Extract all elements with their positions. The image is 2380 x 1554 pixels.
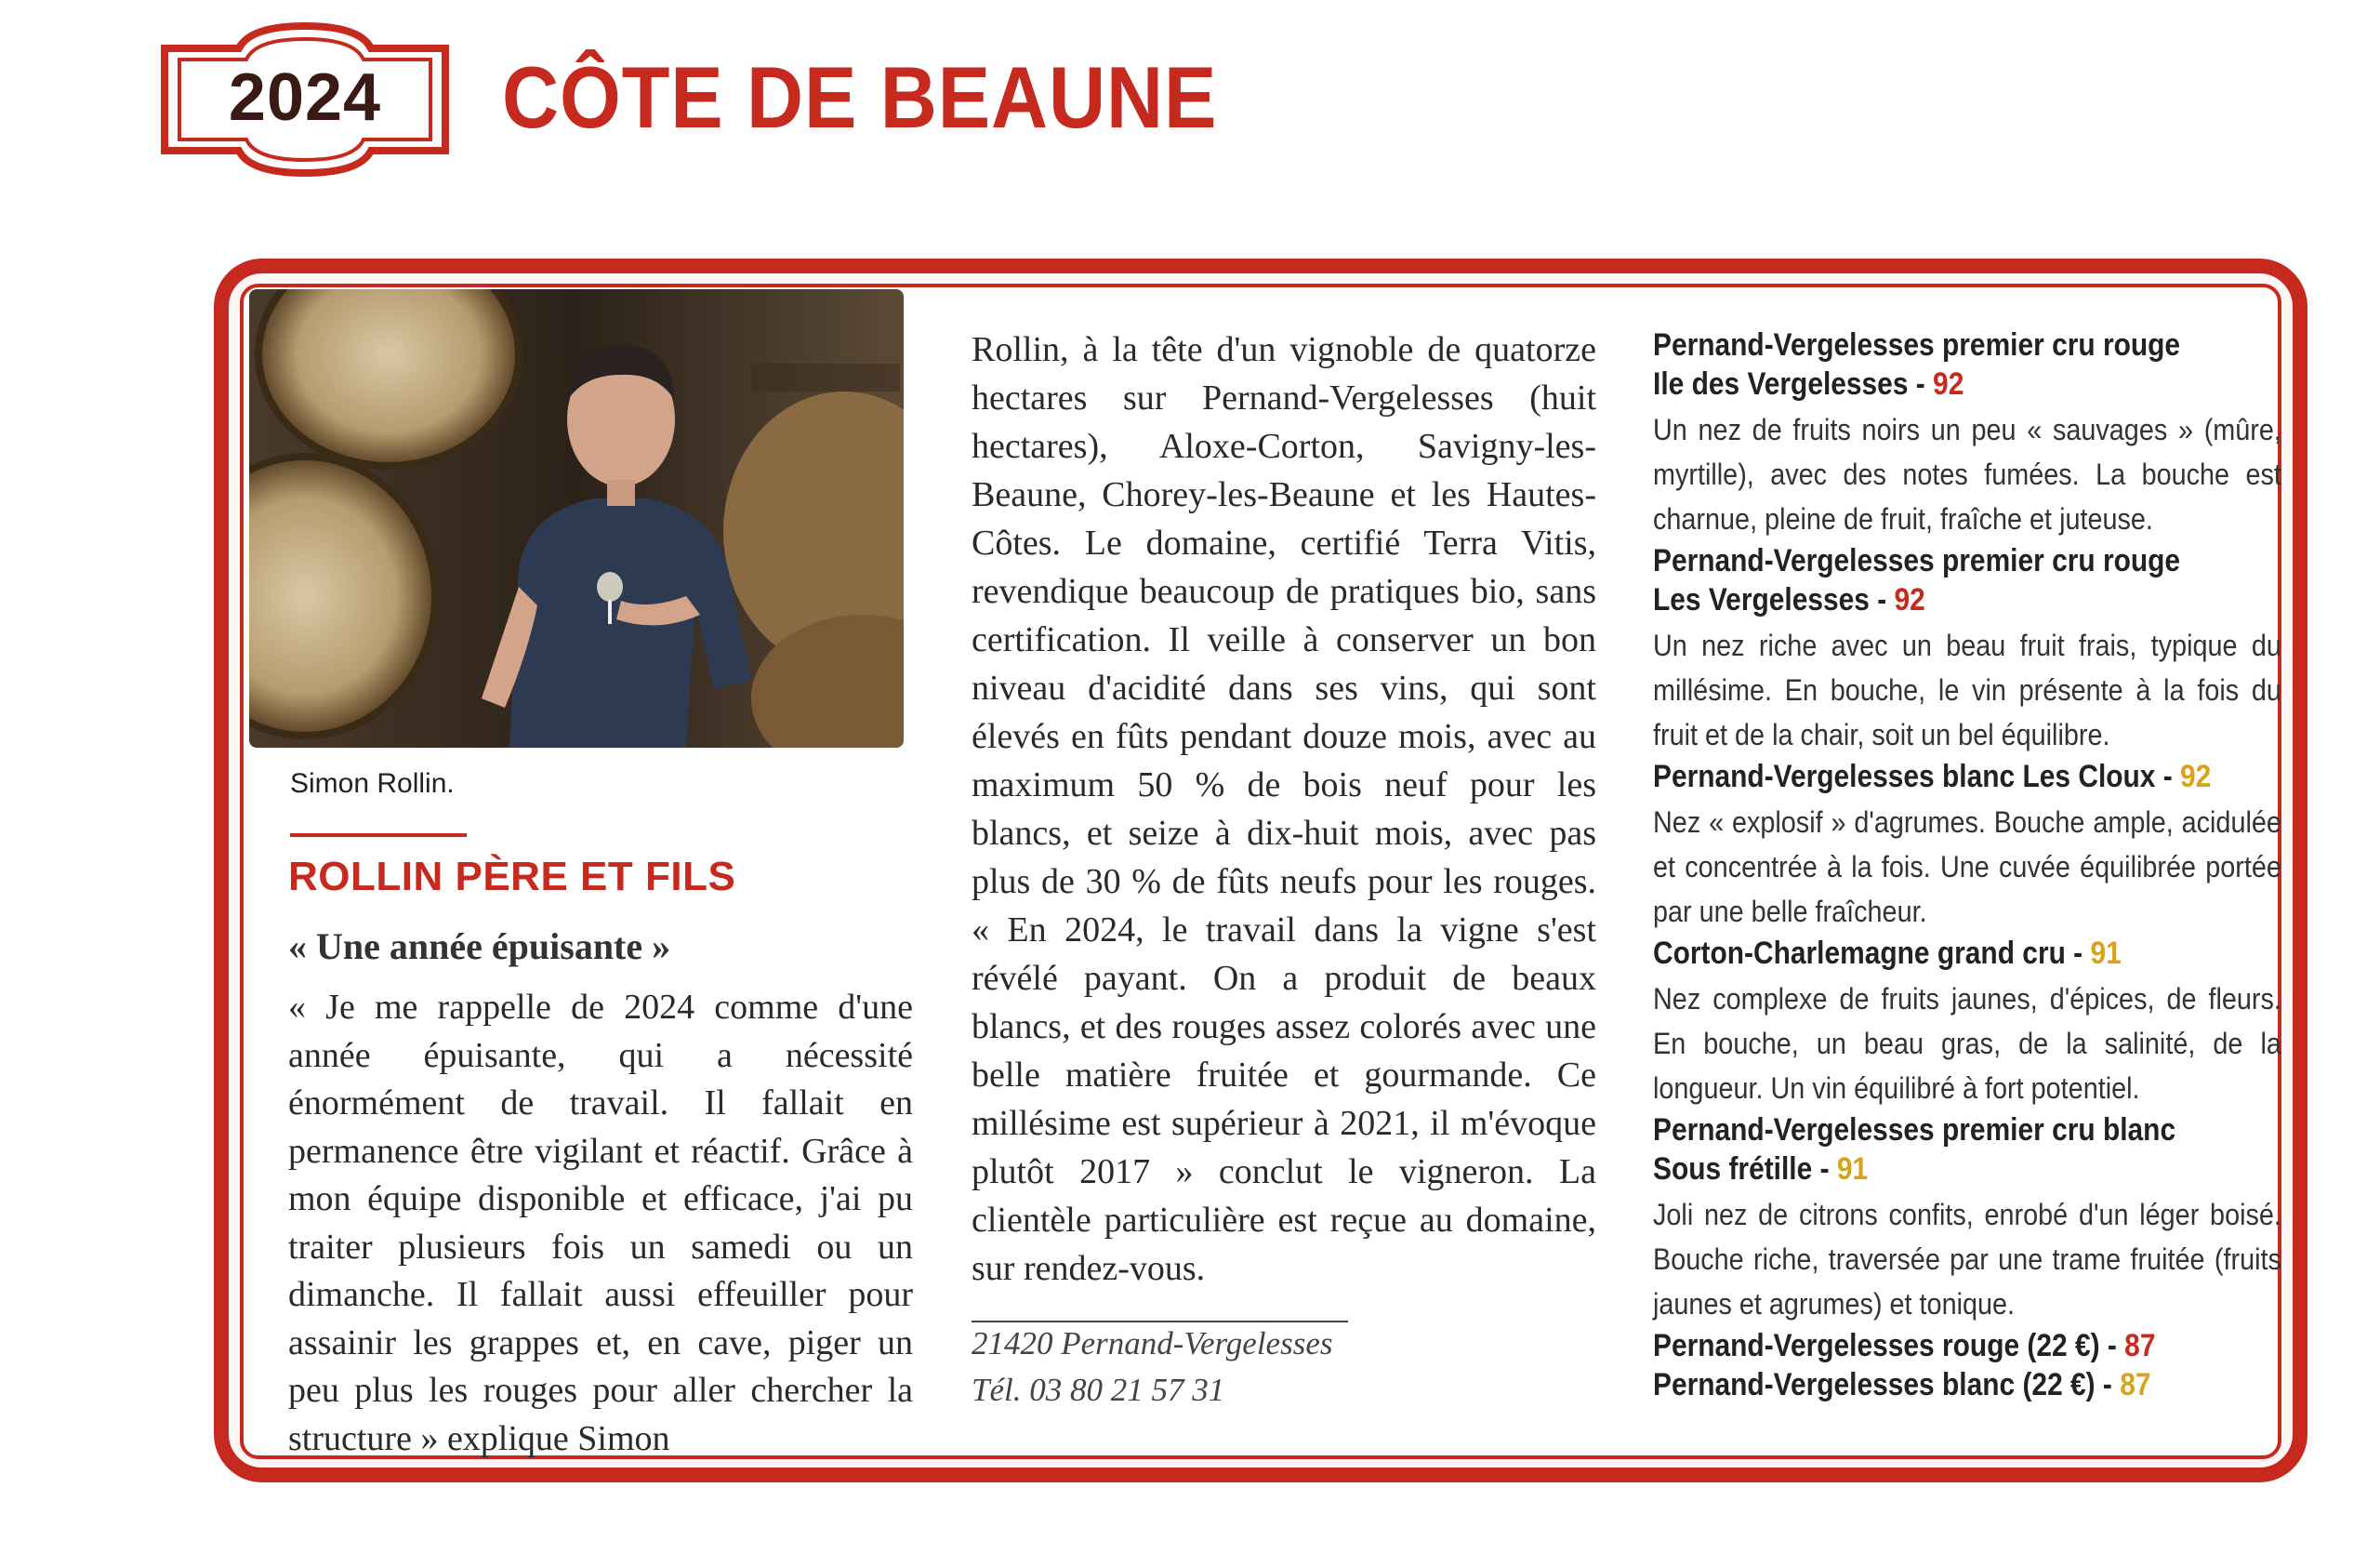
wine-score: 87 — [2120, 1367, 2151, 1402]
address: 21420 Pernand-Vergelesses — [972, 1325, 1333, 1361]
producer-name: ROLLIN PÈRE ET FILS — [288, 854, 736, 899]
address-rule — [972, 1321, 1348, 1322]
pull-quote: « Une année épuisante » — [288, 925, 671, 967]
wine-name-line: Pernand-Vergelesses premier cru blanc — [1653, 1112, 2176, 1148]
year-label: 2024 — [228, 60, 382, 135]
wine-score: 92 — [1894, 582, 1925, 618]
wine-name-line — [1653, 580, 2206, 619]
wine-entry — [1653, 934, 2281, 1110]
wine-score: 87 — [2124, 1328, 2156, 1363]
wine-score: 92 — [2180, 759, 2212, 794]
wine-entry — [1653, 1365, 2281, 1404]
wine-name: Pernand-Vergelesses blanc Les Cloux - — [1653, 759, 2181, 794]
wine-entry — [1653, 325, 2281, 541]
producer-photo — [249, 289, 904, 748]
wine-entry — [1653, 757, 2281, 934]
wine-name: Ile des Vergelesses - — [1653, 366, 1934, 402]
article-column-2: Rollin, à la tête d'un vignoble de quatorze hectares sur Pernand-Vergelesses (huit hectares), Aloxe-Corton, Savigny-les-Beaune, Chorey-les-Beaune et les Hautes-Côtes. Le domaine, certifié Terra Vitis, revendique beaucoup de pratiques bio, sans certification. Il veille à conserver un bon niveau d'acidité dans ses vins, qui sont élevés en fûts pendant douze mois, avec au maximum 50 % de bois neuf pour les blancs, et seize à dix-huit mois, avec pas plus de 30 % de fûts neufs pour les rouges. « En 2024, le travail dans la vigne s'est révélé payant. On a produit de beaux blancs, et des rouges assez colorés avec une belle matière fruitée et gourmande. Ce millésime est supérieur à 2021, il m'évoque plutôt 2017 » conclut le vigneron. La clientèle particulière est reçue au domaine, sur rendez-vous. — [972, 330, 1596, 1288]
wine-note: Nez « explosif » d'agrumes. Bouche ample, acidulée et concentrée à la fois. Une cuvée équilibrée portée par une belle fraîcheur. — [1653, 805, 2281, 928]
wine-name-line — [1653, 1326, 2206, 1365]
section-title: CÔTE DE BEAUNE — [502, 48, 1218, 146]
wine-name-line: Pernand-Vergelesses premier cru rouge — [1653, 327, 2181, 363]
wine-score: 91 — [1836, 1151, 1869, 1187]
wine-note: Un nez de fruits noirs un peu « sauvages » (mûre, myrtille), avec des notes fumées. La bouche est charnue, pleine de fruit, fraîche et juteuse. — [1653, 413, 2281, 536]
accent-rule — [290, 833, 467, 837]
wine-name-line — [1653, 934, 2206, 973]
wine-name-line — [1653, 1149, 2206, 1189]
tasting-notes — [1653, 325, 2281, 1404]
wine-score: 91 — [2090, 936, 2122, 971]
wine-name: Sous frétille - — [1653, 1151, 1837, 1187]
wine-note: Nez complexe de fruits jaunes, d'épices, de fleurs. En bouche, un beau gras, de la salinité, de la longueur. Un vin équilibré à fort potentiel. — [1653, 982, 2281, 1105]
wine-name: Les Vergelesses - — [1653, 582, 1895, 618]
wine-note: Un nez riche avec un beau fruit frais, typique du millésime. En bouche, le vin présente à la fois du fruit et de la chair, soit un bel équilibre. — [1653, 629, 2281, 751]
wine-name: Pernand-Vergelesses rouge (22 €) - — [1653, 1328, 2125, 1363]
phone-number: Tél. 03 80 21 57 31 — [972, 1372, 1225, 1408]
wine-note: Joli nez de citrons confits, enrobé d'un léger boisé. Bouche riche, traversée par une trame fruitée (fruits jaunes et agrumes) et tonique. — [1653, 1198, 2281, 1321]
wine-entry — [1653, 1326, 2281, 1365]
wine-name-line — [1653, 365, 2206, 404]
wine-score: 92 — [1933, 366, 1964, 402]
wine-entry — [1653, 1110, 2281, 1326]
wine-name-line — [1653, 757, 2212, 796]
wine-name-line: Pernand-Vergelesses premier cru rouge — [1653, 543, 2181, 578]
wine-name: Corton-Charlemagne grand cru - — [1653, 936, 2091, 971]
wine-name-line — [1653, 1365, 2206, 1404]
wine-name: Pernand-Vergelesses blanc (22 €) - — [1653, 1367, 2121, 1402]
wine-entry — [1653, 541, 2281, 757]
article-column-1: « Je me rappelle de 2024 comme d'une année épuisante, qui a nécessité énormément de travail. Il fallait en permanence être vigilant et réactif. Grâce à mon équipe disponible et efficace, j'ai pu traiter plusieurs fois un samedi ou un dimanche. Il fallait aussi effeuiller pour assainir les grappes et, en cave, piger un peu plus les rouges pour aller chercher la structure » explique Simon — [288, 988, 913, 1458]
photo-caption: Simon Rollin. — [290, 768, 455, 799]
